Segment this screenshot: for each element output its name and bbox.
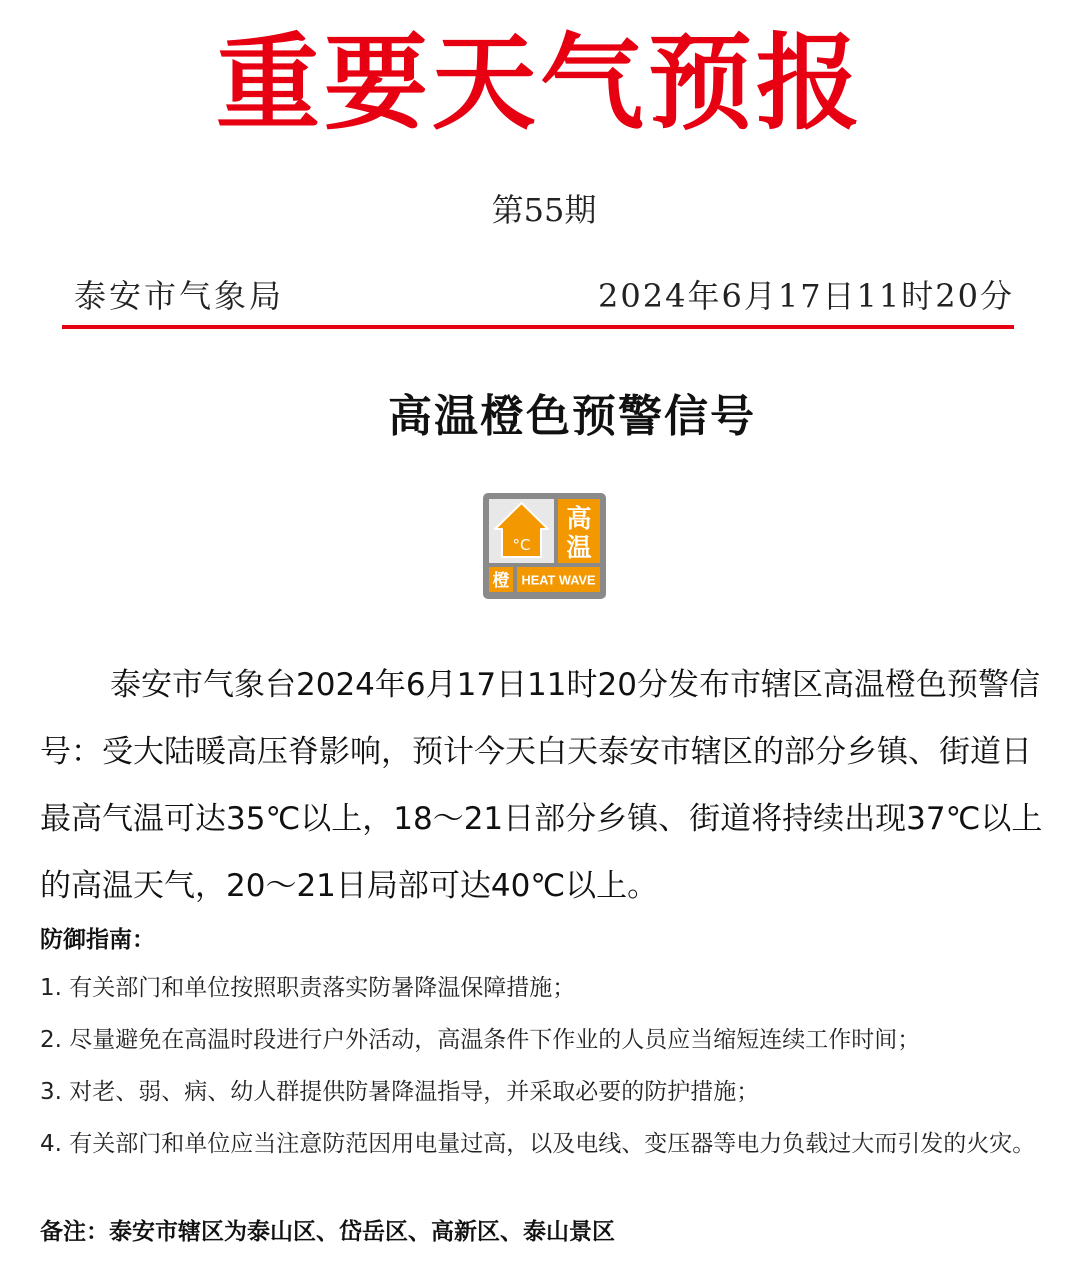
issue-number: 第55期 xyxy=(491,191,597,229)
badge-temp-unit: °C xyxy=(512,536,531,554)
guidance-item: 1. 有关部门和单位按照职责落实防暑降温保障措施； xyxy=(40,975,576,1001)
badge-char-1: 高 xyxy=(566,504,592,533)
jurisdiction-note: 备注：泰安市辖区为泰山区、岱岳区、高新区、泰山景区 xyxy=(40,1219,615,1245)
badge-level-char: 橙 xyxy=(492,571,510,591)
guidance-list xyxy=(40,962,1050,1170)
guidance-item: 2. 尽量避免在高温时段进行户外活动，高温条件下作业的人员应当缩短连续工作时间； xyxy=(40,1027,921,1053)
guidance-item: 4. 有关部门和单位应当注意防范因用电量过高，以及电线、变压器等电力负载过大而引发的火灾。 xyxy=(40,1131,1036,1157)
masthead-title: 重要天气预报 xyxy=(215,21,864,144)
warning-body-paragraph: 泰安市气象台2024年6月17日11时20分发布市辖区高温橙色预警信号：受大陆暖高压脊影响，预计今天白天泰安市辖区的部分乡镇、街道日最高气温可达35℃以上，18～21日部分乡镇、街道将持续出现37℃以上的高温天气，20～21日局部可达40℃以上。 xyxy=(40,667,1043,904)
badge-char-2: 温 xyxy=(566,533,592,562)
heat-wave-orange-signal-icon xyxy=(483,493,606,599)
red-divider-rule xyxy=(62,325,1014,329)
guidance-item: 3. 对老、弱、病、幼人群提供防暑降温指导，并采取必要的防护措施； xyxy=(40,1079,760,1105)
issue-date: 2024年6月17日11时20分 xyxy=(598,277,1014,315)
issuer-name: 泰安市气象局 xyxy=(74,277,285,315)
warning-signal-title: 高温橙色预警信号 xyxy=(388,391,756,442)
guidance-heading: 防御指南： xyxy=(40,927,155,953)
badge-english-text: HEAT WAVE xyxy=(521,572,596,588)
